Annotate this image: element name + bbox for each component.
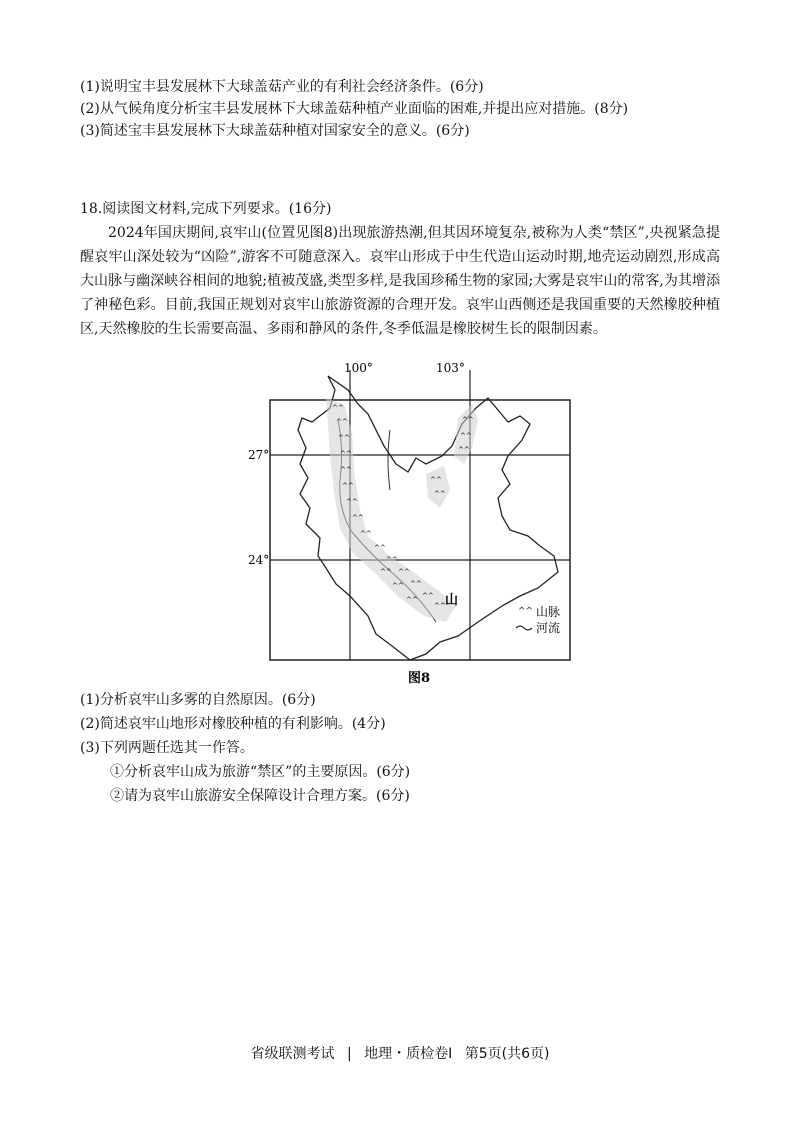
svg-text:^^: ^^: [374, 544, 386, 552]
svg-text:^^: ^^: [434, 490, 446, 498]
svg-text:^^: ^^: [462, 416, 474, 424]
svg-text:^^: ^^: [346, 498, 358, 506]
footer-subject: 地理・质检卷Ⅰ: [364, 1046, 453, 1062]
legend-river-symbol: [516, 626, 532, 630]
svg-text:^^: ^^: [342, 482, 354, 490]
svg-text:^^: ^^: [430, 476, 442, 484]
footer-divider: |: [346, 1046, 352, 1062]
svg-text:^^: ^^: [352, 514, 364, 522]
figure-8-map: [240, 360, 580, 690]
svg-text:^^: ^^: [410, 580, 422, 588]
svg-text:^^: ^^: [458, 446, 470, 454]
q17-sub1: (1)说明宝丰县发展林下大球盖菇产业的有利社会经济条件。(6分): [80, 79, 484, 95]
footer-exam: 省级联测考试: [250, 1046, 335, 1062]
svg-text:^^: ^^: [386, 556, 398, 564]
q18-title: 18.阅读图文材料,完成下列要求。(16分): [80, 201, 332, 217]
latitude-27-label: 27°: [248, 448, 270, 462]
q18-paragraph: 2024年国庆期间,哀牢山(位置见图8)出现旅游热潮,但其因环境复杂,被称为人类“禁区”,央视紧急提醒哀牢山深处较为“凶险”,游客不可随意深入。哀牢山形成于中生代造山运动时期,地壳运动剧烈,形成高大山脉与幽深峡谷相间的地貌;植被茂盛,类型多样,是我国珍稀生物的家园;大雾是哀牢山的常客,为其增添了神秘色彩。目前,我国正规划对哀牢山旅游资源的合理开发。哀牢山西侧还是我国重要的天然橡胶种植区,天然橡胶的生长需要高温、多雨和静风的条件,冬季低温是橡胶树生长的限制因素。: [80, 225, 720, 337]
svg-text:^^: ^^: [434, 602, 446, 610]
footer-page-number: 第5页(共6页): [464, 1046, 550, 1062]
q17-sub3: (3)简述宝丰县发展林下大球盖菇种植对国家安全的意义。(6分): [80, 123, 470, 139]
svg-text:^^: ^^: [392, 582, 404, 590]
legend-mountain-symbol: ^^: [518, 607, 534, 617]
latitude-24-label: 24°: [248, 553, 270, 567]
q18-sub2: (2)简述哀牢山地形对橡胶种植的有利影响。(4分): [80, 716, 386, 732]
svg-text:^^: ^^: [398, 568, 410, 576]
svg-text:^^: ^^: [460, 432, 472, 440]
legend-mountain-label: 山脉: [536, 605, 561, 619]
mountain-label: 山: [445, 593, 459, 608]
q18-option2: ②请为哀牢山旅游安全保障设计合理方案。(6分): [110, 788, 410, 804]
svg-text:^^: ^^: [338, 434, 350, 442]
q18-sub1: (1)分析哀牢山多雾的自然原因。(6分): [80, 692, 316, 708]
svg-text:^^: ^^: [380, 568, 392, 576]
svg-text:^^: ^^: [360, 530, 372, 538]
svg-text:^^: ^^: [336, 418, 348, 426]
page-footer: [0, 1043, 800, 1063]
svg-text:^^: ^^: [332, 404, 344, 412]
svg-text:^^: ^^: [340, 450, 352, 458]
svg-text:^^: ^^: [422, 592, 434, 600]
q18-sub3: (3)下列两题任选其一作答。: [80, 740, 254, 756]
longitude-100-label: 100°: [344, 361, 373, 375]
svg-text:^^: ^^: [406, 596, 418, 604]
figure-caption: 图8: [408, 671, 431, 686]
q18-option1: ①分析哀牢山成为旅游“禁区”的主要原因。(6分): [110, 764, 411, 780]
q17-sub2: (2)从气候角度分析宝丰县发展林下大球盖菇种植产业面临的困难,并提出应对措施。(8分): [80, 101, 629, 117]
map-frame: [270, 400, 570, 660]
svg-text:^^: ^^: [340, 466, 352, 474]
legend-river-label: 河流: [536, 621, 561, 635]
river-line: [388, 430, 390, 490]
longitude-103-label: 103°: [436, 361, 465, 375]
